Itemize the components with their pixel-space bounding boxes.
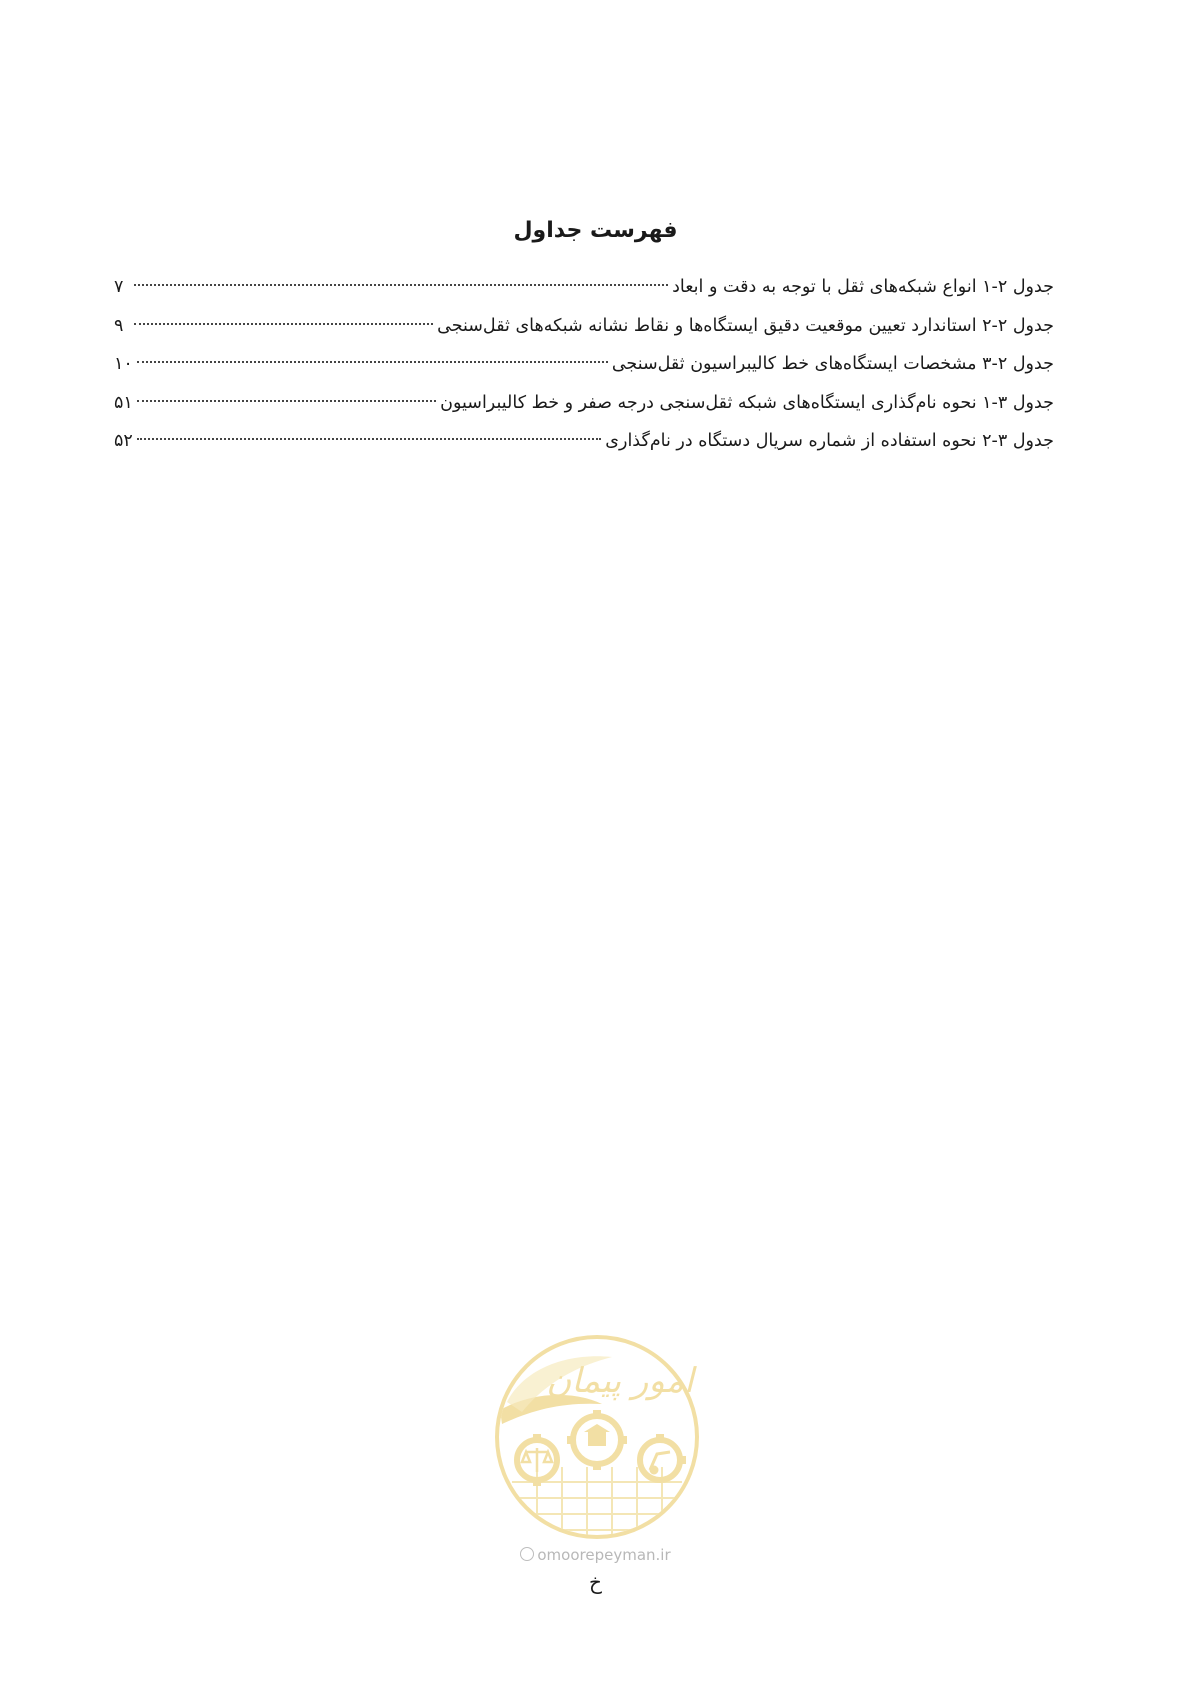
- toc-entry-page: ۵۲: [114, 431, 133, 451]
- toc-entry-page: ۹: [114, 315, 124, 336]
- dot-leader: [137, 400, 436, 402]
- toc-entry-label: جدول ۳-۱ نحوه نام‌گذاری ایستگاه‌های شبکه ثقل‌سنجی درجه صفر و خط کالیبراسیون: [440, 392, 1054, 413]
- toc-entry[interactable]: [114, 307, 1054, 346]
- scales-icon: [522, 1448, 552, 1472]
- globe-icon: [520, 1547, 534, 1561]
- watermark-url: [0, 1546, 1191, 1564]
- watermark-url-text: omoorepeyman.ir: [537, 1546, 671, 1564]
- logo-text: امور پیمان: [546, 1361, 694, 1401]
- toc-entry-page: ۵۱: [114, 392, 133, 413]
- excavator-icon: [650, 1452, 670, 1473]
- toc-entry[interactable]: [114, 268, 1054, 307]
- toc-entry-label: جدول ۲-۳ مشخصات ایستگاه‌های خط کالیبراسیون ثقل‌سنجی: [611, 354, 1054, 374]
- table-of-tables: [114, 268, 1054, 461]
- building-icon: [584, 1424, 610, 1446]
- toc-entry[interactable]: [114, 422, 1054, 461]
- toc-entry-label: جدول ۲-۲ استاندارد تعیین موقعیت دقیق ایستگاه‌ها و نقاط نشانه شبکه‌های ثقل‌سنجی: [437, 315, 1054, 336]
- toc-entry-page: ۷: [114, 277, 124, 297]
- toc-entry[interactable]: [114, 345, 1054, 384]
- dot-leader: [137, 438, 601, 440]
- toc-entry[interactable]: [114, 384, 1054, 423]
- toc-entry-label: جدول ۲-۱ انواع شبکه‌های ثقل با توجه به دقت و ابعاد: [672, 277, 1054, 297]
- watermark-logo: [492, 1332, 702, 1542]
- page-number: خ: [589, 1570, 602, 1594]
- dot-leader: [134, 323, 433, 325]
- toc-entry-page: ۱۰: [114, 354, 133, 374]
- toc-entry-label: جدول ۳-۲ نحوه استفاده از شماره سریال دستگاه در نام‌گذاری: [605, 431, 1054, 451]
- dot-leader: [137, 361, 608, 363]
- page-title: فهرست جداول: [513, 218, 678, 243]
- dot-leader: [134, 284, 668, 286]
